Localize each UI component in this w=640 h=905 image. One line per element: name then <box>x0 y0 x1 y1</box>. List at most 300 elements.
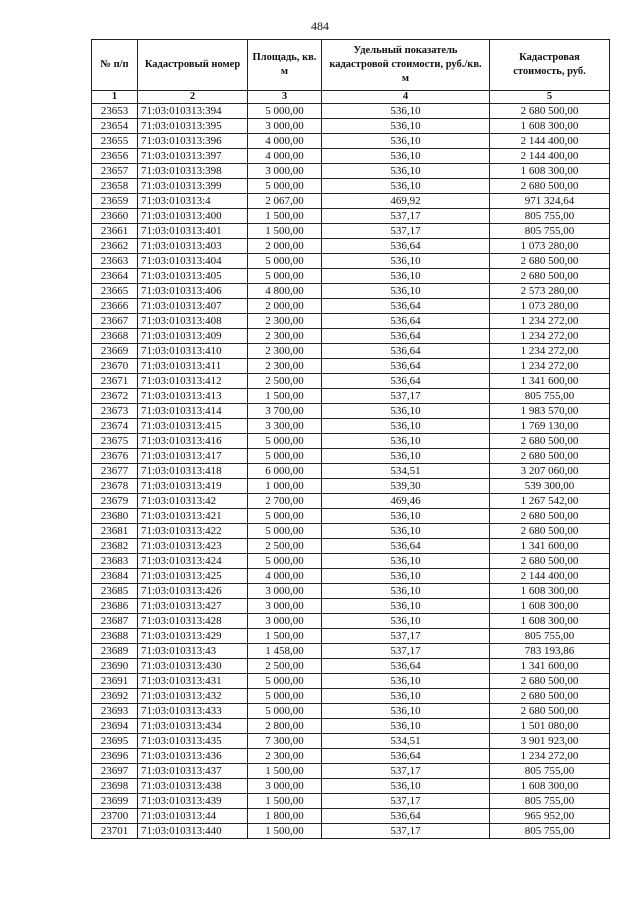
row-number-cell: 23675 <box>92 434 138 449</box>
area-cell: 2 300,00 <box>248 749 322 764</box>
cadastral-value-cell: 3 207 060,00 <box>490 464 610 479</box>
cadastral-value-cell: 2 573 280,00 <box>490 284 610 299</box>
row-number-cell: 23698 <box>92 779 138 794</box>
cadastral-value-cell: 3 901 923,00 <box>490 734 610 749</box>
cadastral-value-cell: 2 680 500,00 <box>490 704 610 719</box>
cadastral-value-cell: 805 755,00 <box>490 389 610 404</box>
area-cell: 4 000,00 <box>248 149 322 164</box>
area-cell: 3 000,00 <box>248 779 322 794</box>
cadastral-number-cell: 71:03:010313:44 <box>138 809 248 824</box>
row-number-cell: 23684 <box>92 569 138 584</box>
table-row <box>92 479 610 494</box>
cadastral-value-cell: 2 680 500,00 <box>490 269 610 284</box>
cadastral-number-cell: 71:03:010313:404 <box>138 254 248 269</box>
table-row <box>92 119 610 134</box>
row-number-cell: 23699 <box>92 794 138 809</box>
cadastral-value-cell: 1 267 542,00 <box>490 494 610 509</box>
table-row <box>92 149 610 164</box>
area-cell: 1 500,00 <box>248 224 322 239</box>
area-cell: 2 300,00 <box>248 359 322 374</box>
area-cell: 2 300,00 <box>248 329 322 344</box>
table-row <box>92 269 610 284</box>
cadastral-value-cell: 965 952,00 <box>490 809 610 824</box>
unit-value-cell: 537,17 <box>322 644 490 659</box>
area-cell: 1 458,00 <box>248 644 322 659</box>
table-header-row <box>92 40 610 91</box>
cadastral-value-cell: 1 608 300,00 <box>490 614 610 629</box>
unit-value-cell: 536,64 <box>322 344 490 359</box>
table-row <box>92 674 610 689</box>
cadastral-number-cell: 71:03:010313:397 <box>138 149 248 164</box>
unit-value-cell: 469,46 <box>322 494 490 509</box>
area-cell: 1 500,00 <box>248 824 322 839</box>
unit-value-cell: 536,10 <box>322 149 490 164</box>
cadastral-number-cell: 71:03:010313:440 <box>138 824 248 839</box>
cadastral-value-cell: 2 680 500,00 <box>490 179 610 194</box>
col-header-cadastral-number: Кадастровый номер <box>138 40 248 91</box>
cadastral-value-cell: 1 234 272,00 <box>490 359 610 374</box>
cadastral-number-cell: 71:03:010313:419 <box>138 479 248 494</box>
table-row <box>92 719 610 734</box>
cadastral-number-cell: 71:03:010313:417 <box>138 449 248 464</box>
cadastral-number-cell: 71:03:010313:413 <box>138 389 248 404</box>
area-cell: 2 000,00 <box>248 299 322 314</box>
unit-value-cell: 537,17 <box>322 209 490 224</box>
area-cell: 1 500,00 <box>248 629 322 644</box>
area-cell: 5 000,00 <box>248 434 322 449</box>
cadastral-number-cell: 71:03:010313:418 <box>138 464 248 479</box>
row-number-cell: 23701 <box>92 824 138 839</box>
table-row <box>92 104 610 119</box>
cadastral-number-cell: 71:03:010313:408 <box>138 314 248 329</box>
cadastral-value-cell: 1 608 300,00 <box>490 164 610 179</box>
table-row <box>92 419 610 434</box>
col-header-number: № п/п <box>92 40 138 91</box>
unit-value-cell: 536,10 <box>322 434 490 449</box>
table-row <box>92 599 610 614</box>
cadastral-value-cell: 805 755,00 <box>490 209 610 224</box>
cadastral-number-cell: 71:03:010313:410 <box>138 344 248 359</box>
area-cell: 3 000,00 <box>248 164 322 179</box>
cadastral-value-cell: 1 234 272,00 <box>490 314 610 329</box>
row-number-cell: 23697 <box>92 764 138 779</box>
cadastral-number-cell: 71:03:010313:439 <box>138 794 248 809</box>
area-cell: 3 000,00 <box>248 584 322 599</box>
table-row <box>92 404 610 419</box>
unit-value-cell: 536,10 <box>322 179 490 194</box>
row-number-cell: 23678 <box>92 479 138 494</box>
cadastral-number-cell: 71:03:010313:436 <box>138 749 248 764</box>
area-cell: 4 000,00 <box>248 569 322 584</box>
col-header-area: Площадь, кв. м <box>248 40 322 91</box>
unit-value-cell: 536,64 <box>322 239 490 254</box>
cadastral-number-cell: 71:03:010313:412 <box>138 374 248 389</box>
cadastral-number-cell: 71:03:010313:421 <box>138 509 248 524</box>
cadastral-value-cell: 2 144 400,00 <box>490 134 610 149</box>
cadastral-number-cell: 71:03:010313:422 <box>138 524 248 539</box>
unit-value-cell: 537,17 <box>322 629 490 644</box>
row-number-cell: 23695 <box>92 734 138 749</box>
cadastral-number-cell: 71:03:010313:43 <box>138 644 248 659</box>
row-number-cell: 23654 <box>92 119 138 134</box>
unit-value-cell: 536,10 <box>322 134 490 149</box>
cadastral-value-cell: 2 680 500,00 <box>490 524 610 539</box>
table-row <box>92 569 610 584</box>
unit-value-cell: 536,10 <box>322 269 490 284</box>
row-number-cell: 23666 <box>92 299 138 314</box>
area-cell: 6 000,00 <box>248 464 322 479</box>
row-number-cell: 23688 <box>92 629 138 644</box>
unit-value-cell: 536,10 <box>322 119 490 134</box>
area-cell: 3 000,00 <box>248 599 322 614</box>
row-number-cell: 23668 <box>92 329 138 344</box>
row-number-cell: 23686 <box>92 599 138 614</box>
row-number-cell: 23689 <box>92 644 138 659</box>
cadastral-value-cell: 805 755,00 <box>490 629 610 644</box>
table-row <box>92 659 610 674</box>
area-cell: 5 000,00 <box>248 179 322 194</box>
table-row <box>92 584 610 599</box>
cadastral-value-cell: 783 193,86 <box>490 644 610 659</box>
cadastral-number-cell: 71:03:010313:433 <box>138 704 248 719</box>
unit-value-cell: 537,17 <box>322 389 490 404</box>
table-row <box>92 644 610 659</box>
cadastral-number-cell: 71:03:010313:424 <box>138 554 248 569</box>
table-row <box>92 434 610 449</box>
area-cell: 5 000,00 <box>248 689 322 704</box>
row-number-cell: 23671 <box>92 374 138 389</box>
unit-value-cell: 536,10 <box>322 704 490 719</box>
row-number-cell: 23682 <box>92 539 138 554</box>
row-number-cell: 23670 <box>92 359 138 374</box>
table-row <box>92 374 610 389</box>
area-cell: 1 500,00 <box>248 764 322 779</box>
cadastral-number-cell: 71:03:010313:401 <box>138 224 248 239</box>
area-cell: 1 000,00 <box>248 479 322 494</box>
table-row <box>92 134 610 149</box>
table-column-number-row <box>92 91 610 104</box>
row-number-cell: 23679 <box>92 494 138 509</box>
cadastral-value-cell: 539 300,00 <box>490 479 610 494</box>
col-index-3: 3 <box>248 91 322 104</box>
table-row <box>92 224 610 239</box>
unit-value-cell: 536,64 <box>322 359 490 374</box>
page-number: 484 <box>311 19 329 33</box>
row-number-cell: 23696 <box>92 749 138 764</box>
table-row <box>92 464 610 479</box>
row-number-cell: 23673 <box>92 404 138 419</box>
unit-value-cell: 536,10 <box>322 524 490 539</box>
cadastral-value-table <box>91 39 610 839</box>
table-row <box>92 554 610 569</box>
col-header-cadastral-value: Кадастровая стоимость, руб. <box>490 40 610 91</box>
row-number-cell: 23653 <box>92 104 138 119</box>
area-cell: 5 000,00 <box>248 704 322 719</box>
row-number-cell: 23692 <box>92 689 138 704</box>
table-row <box>92 539 610 554</box>
row-number-cell: 23693 <box>92 704 138 719</box>
cadastral-value-cell: 805 755,00 <box>490 824 610 839</box>
table-row <box>92 734 610 749</box>
cadastral-number-cell: 71:03:010313:434 <box>138 719 248 734</box>
cadastral-number-cell: 71:03:010313:411 <box>138 359 248 374</box>
table-row <box>92 779 610 794</box>
cadastral-value-cell: 1 341 600,00 <box>490 374 610 389</box>
cadastral-number-cell: 71:03:010313:438 <box>138 779 248 794</box>
table-row <box>92 314 610 329</box>
row-number-cell: 23694 <box>92 719 138 734</box>
area-cell: 3 300,00 <box>248 419 322 434</box>
col-index-5: 5 <box>490 91 610 104</box>
cadastral-number-cell: 71:03:010313:432 <box>138 689 248 704</box>
cadastral-number-cell: 71:03:010313:395 <box>138 119 248 134</box>
unit-value-cell: 536,10 <box>322 104 490 119</box>
cadastral-value-cell: 1 608 300,00 <box>490 584 610 599</box>
area-cell: 1 500,00 <box>248 209 322 224</box>
cadastral-value-cell: 1 234 272,00 <box>490 329 610 344</box>
cadastral-number-cell: 71:03:010313:407 <box>138 299 248 314</box>
row-number-cell: 23661 <box>92 224 138 239</box>
area-cell: 1 800,00 <box>248 809 322 824</box>
unit-value-cell: 536,10 <box>322 569 490 584</box>
row-number-cell: 23664 <box>92 269 138 284</box>
cadastral-value-cell: 2 680 500,00 <box>490 554 610 569</box>
unit-value-cell: 536,10 <box>322 689 490 704</box>
unit-value-cell: 536,64 <box>322 809 490 824</box>
row-number-cell: 23662 <box>92 239 138 254</box>
cadastral-value-cell: 805 755,00 <box>490 794 610 809</box>
unit-value-cell: 536,64 <box>322 314 490 329</box>
row-number-cell: 23677 <box>92 464 138 479</box>
area-cell: 2 500,00 <box>248 539 322 554</box>
row-number-cell: 23665 <box>92 284 138 299</box>
table-row <box>92 344 610 359</box>
area-cell: 7 300,00 <box>248 734 322 749</box>
col-index-2: 2 <box>138 91 248 104</box>
col-header-unit-value: Удельный показатель кадастровой стоимости, руб./кв. м <box>322 40 490 91</box>
unit-value-cell: 539,30 <box>322 479 490 494</box>
cadastral-number-cell: 71:03:010313:437 <box>138 764 248 779</box>
area-cell: 1 500,00 <box>248 389 322 404</box>
unit-value-cell: 536,10 <box>322 614 490 629</box>
unit-value-cell: 536,64 <box>322 539 490 554</box>
area-cell: 5 000,00 <box>248 674 322 689</box>
table-row <box>92 179 610 194</box>
area-cell: 3 700,00 <box>248 404 322 419</box>
area-cell: 5 000,00 <box>248 254 322 269</box>
area-cell: 2 000,00 <box>248 239 322 254</box>
area-cell: 5 000,00 <box>248 104 322 119</box>
row-number-cell: 23672 <box>92 389 138 404</box>
unit-value-cell: 536,64 <box>322 329 490 344</box>
table-row <box>92 284 610 299</box>
cadastral-value-cell: 1 608 300,00 <box>490 779 610 794</box>
table-body <box>92 104 610 839</box>
cadastral-value-cell: 1 769 130,00 <box>490 419 610 434</box>
row-number-cell: 23669 <box>92 344 138 359</box>
area-cell: 2 700,00 <box>248 494 322 509</box>
area-cell: 3 000,00 <box>248 119 322 134</box>
cadastral-number-cell: 71:03:010313:394 <box>138 104 248 119</box>
row-number-cell: 23685 <box>92 584 138 599</box>
table-row <box>92 824 610 839</box>
cadastral-number-cell: 71:03:010313:399 <box>138 179 248 194</box>
unit-value-cell: 536,10 <box>322 164 490 179</box>
cadastral-number-cell: 71:03:010313:431 <box>138 674 248 689</box>
row-number-cell: 23691 <box>92 674 138 689</box>
area-cell: 5 000,00 <box>248 509 322 524</box>
cadastral-value-cell: 1 073 280,00 <box>490 299 610 314</box>
unit-value-cell: 536,10 <box>322 674 490 689</box>
cadastral-number-cell: 71:03:010313:414 <box>138 404 248 419</box>
row-number-cell: 23683 <box>92 554 138 569</box>
cadastral-value-cell: 1 234 272,00 <box>490 344 610 359</box>
area-cell: 1 500,00 <box>248 794 322 809</box>
unit-value-cell: 536,10 <box>322 509 490 524</box>
cadastral-value-cell: 805 755,00 <box>490 764 610 779</box>
unit-value-cell: 536,10 <box>322 449 490 464</box>
cadastral-number-cell: 71:03:010313:400 <box>138 209 248 224</box>
area-cell: 2 067,00 <box>248 194 322 209</box>
cadastral-number-cell: 71:03:010313:426 <box>138 584 248 599</box>
table-row <box>92 359 610 374</box>
table-row <box>92 704 610 719</box>
cadastral-value-cell: 1 608 300,00 <box>490 119 610 134</box>
row-number-cell: 23667 <box>92 314 138 329</box>
unit-value-cell: 536,64 <box>322 299 490 314</box>
cadastral-value-cell: 2 680 500,00 <box>490 509 610 524</box>
cadastral-value-cell: 2 680 500,00 <box>490 449 610 464</box>
area-cell: 4 000,00 <box>248 134 322 149</box>
area-cell: 2 500,00 <box>248 659 322 674</box>
unit-value-cell: 537,17 <box>322 764 490 779</box>
area-cell: 3 000,00 <box>248 614 322 629</box>
unit-value-cell: 536,10 <box>322 419 490 434</box>
cadastral-value-cell: 1 608 300,00 <box>490 599 610 614</box>
cadastral-value-cell: 1 341 600,00 <box>490 659 610 674</box>
row-number-cell: 23681 <box>92 524 138 539</box>
cadastral-value-cell: 1 234 272,00 <box>490 749 610 764</box>
cadastral-number-cell: 71:03:010313:430 <box>138 659 248 674</box>
unit-value-cell: 536,64 <box>322 374 490 389</box>
unit-value-cell: 536,10 <box>322 554 490 569</box>
area-cell: 4 800,00 <box>248 284 322 299</box>
table-row <box>92 389 610 404</box>
table-row <box>92 794 610 809</box>
area-cell: 2 500,00 <box>248 374 322 389</box>
cadastral-number-cell: 71:03:010313:429 <box>138 629 248 644</box>
cadastral-number-cell: 71:03:010313:428 <box>138 614 248 629</box>
unit-value-cell: 536,10 <box>322 599 490 614</box>
cadastral-value-cell: 1 073 280,00 <box>490 239 610 254</box>
cadastral-number-cell: 71:03:010313:435 <box>138 734 248 749</box>
cadastral-value-cell: 2 144 400,00 <box>490 149 610 164</box>
cadastral-number-cell: 71:03:010313:406 <box>138 284 248 299</box>
cadastral-value-cell: 2 680 500,00 <box>490 674 610 689</box>
unit-value-cell: 537,17 <box>322 824 490 839</box>
table-row <box>92 494 610 509</box>
row-number-cell: 23680 <box>92 509 138 524</box>
row-number-cell: 23687 <box>92 614 138 629</box>
table-row <box>92 194 610 209</box>
row-number-cell: 23700 <box>92 809 138 824</box>
unit-value-cell: 534,51 <box>322 734 490 749</box>
unit-value-cell: 536,10 <box>322 254 490 269</box>
cadastral-value-cell: 805 755,00 <box>490 224 610 239</box>
area-cell: 5 000,00 <box>248 554 322 569</box>
cadastral-value-cell: 2 680 500,00 <box>490 104 610 119</box>
table-row <box>92 509 610 524</box>
row-number-cell: 23690 <box>92 659 138 674</box>
row-number-cell: 23658 <box>92 179 138 194</box>
unit-value-cell: 469,92 <box>322 194 490 209</box>
cadastral-number-cell: 71:03:010313:415 <box>138 419 248 434</box>
table-row <box>92 689 610 704</box>
row-number-cell: 23674 <box>92 419 138 434</box>
cadastral-number-cell: 71:03:010313:396 <box>138 134 248 149</box>
row-number-cell: 23660 <box>92 209 138 224</box>
cadastral-value-cell: 2 680 500,00 <box>490 434 610 449</box>
row-number-cell: 23676 <box>92 449 138 464</box>
cadastral-number-cell: 71:03:010313:403 <box>138 239 248 254</box>
cadastral-number-cell: 71:03:010313:42 <box>138 494 248 509</box>
table-row <box>92 764 610 779</box>
area-cell: 2 300,00 <box>248 314 322 329</box>
area-cell: 2 800,00 <box>248 719 322 734</box>
col-index-4: 4 <box>322 91 490 104</box>
area-cell: 5 000,00 <box>248 449 322 464</box>
cadastral-number-cell: 71:03:010313:416 <box>138 434 248 449</box>
table-row <box>92 254 610 269</box>
cadastral-value-cell: 2 680 500,00 <box>490 254 610 269</box>
row-number-cell: 23657 <box>92 164 138 179</box>
cadastral-number-cell: 71:03:010313:425 <box>138 569 248 584</box>
col-index-1: 1 <box>92 91 138 104</box>
area-cell: 5 000,00 <box>248 269 322 284</box>
cadastral-value-cell: 2 144 400,00 <box>490 569 610 584</box>
cadastral-number-cell: 71:03:010313:398 <box>138 164 248 179</box>
cadastral-value-cell: 1 341 600,00 <box>490 539 610 554</box>
cadastral-value-cell: 971 324,64 <box>490 194 610 209</box>
cadastral-value-cell: 2 680 500,00 <box>490 689 610 704</box>
row-number-cell: 23655 <box>92 134 138 149</box>
table-row <box>92 239 610 254</box>
table-row <box>92 809 610 824</box>
table-row <box>92 329 610 344</box>
unit-value-cell: 536,10 <box>322 779 490 794</box>
area-cell: 2 300,00 <box>248 344 322 359</box>
row-number-cell: 23659 <box>92 194 138 209</box>
unit-value-cell: 536,10 <box>322 284 490 299</box>
table-row <box>92 209 610 224</box>
cadastral-number-cell: 71:03:010313:409 <box>138 329 248 344</box>
unit-value-cell: 537,17 <box>322 794 490 809</box>
unit-value-cell: 536,64 <box>322 659 490 674</box>
cadastral-number-cell: 71:03:010313:405 <box>138 269 248 284</box>
table-row <box>92 614 610 629</box>
table-row <box>92 629 610 644</box>
unit-value-cell: 534,51 <box>322 464 490 479</box>
cadastral-value-cell: 1 983 570,00 <box>490 404 610 419</box>
unit-value-cell: 536,10 <box>322 584 490 599</box>
table-row <box>92 164 610 179</box>
cadastral-number-cell: 71:03:010313:427 <box>138 599 248 614</box>
unit-value-cell: 536,10 <box>322 719 490 734</box>
table-row <box>92 749 610 764</box>
cadastral-value-cell: 1 501 080,00 <box>490 719 610 734</box>
unit-value-cell: 536,64 <box>322 749 490 764</box>
table-row <box>92 524 610 539</box>
